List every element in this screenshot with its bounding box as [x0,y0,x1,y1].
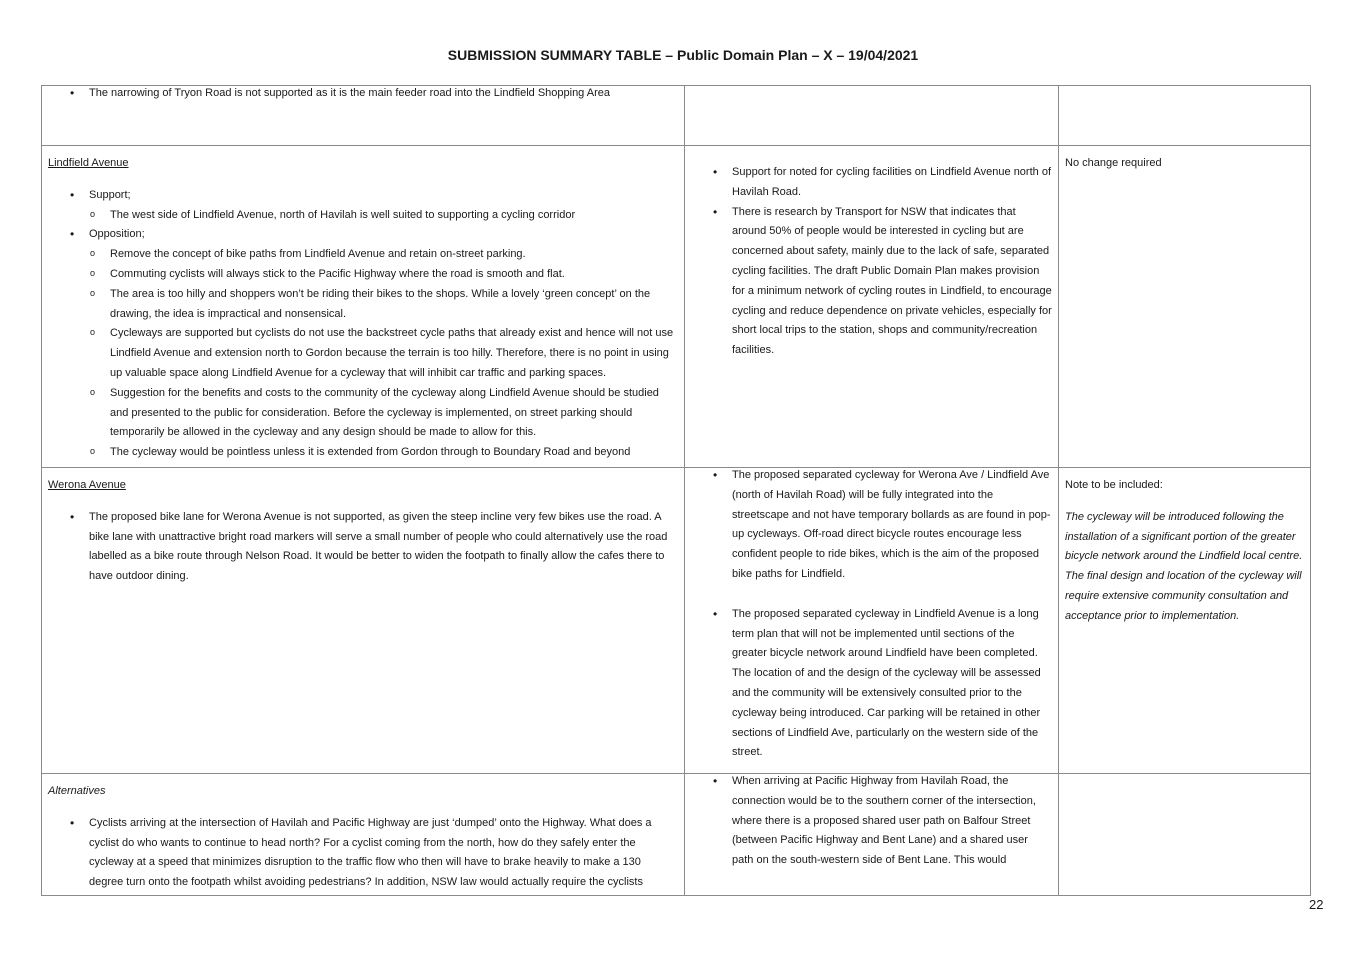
list-item: • Cyclists arriving at the intersection of Havilah and Pacific Highway are just ‘dumped’ onto the Highway. What does a cyclist do who wants to continue to head north? For a cyclist coming from the north, how do they safely enter the cycleway at a speed that minimizes disruption to the traffic flow who then will have to brake heavily to make a 130 degree turn onto the footpath whilst avoiding pedestrians? In addition, NSW law would actually require the cyclists [48,814,678,893]
outcome-text: No change required [1065,157,1162,169]
page-title: SUBMISSION SUMMARY TABLE – Public Domain Plan – X – 19/04/2021 [447,47,919,63]
sub-list-item: o Remove the concept of bike paths from Lindfield Avenue and retain on-street parking. [48,245,678,265]
response-cell [685,86,1059,145]
sub-list-item: o The area is too hilly and shoppers won’t be riding their bikes to the shops. While a lovely ‘green concept’ on the drawing, the idea is impractical and nonsensical. [48,285,678,325]
list-item: • There is research by Transport for NSW that indicates that around 50% of people would be interested in cycling but are concerned about safety, mainly due to the lack of safe, separated cycling facilities. The draft Public Domain Plan makes provision for a minimum network of cycling routes in Lindfield, to encourage cycling and reduce dependence on private vehicles, especially for short local trips to the station, shops and community/recreation facilities. [691,203,1052,361]
outcome-cell [1059,774,1310,895]
sub-list-item: o Commuting cyclists will always stick to the Pacific Highway where the road is smooth and flat. [48,265,678,285]
list-item: • The narrowing of Tryon Road is not supported as it is the main feeder road into the Lindfield Shopping Area [48,84,678,104]
table-row [42,468,1310,774]
outcome-cell [1059,86,1310,145]
section-heading: Werona Avenue [48,479,126,491]
outcome-cell [1059,146,1310,467]
sub-list-item: o Cycleways are supported but cyclists do not use the backstreet cycle paths that already exist and hence will not use Lindfield Avenue and extension north to Gordon because the terrain is too hilly. Therefore, there is no point in using up valuable space along Lindfield Avenue for a cycleway that will inhibit car traffic and parking spaces. [48,324,678,383]
list-item: • When arriving at Pacific Highway from Havilah Road, the connection would be to the southern corner of the intersection, where there is a proposed shared user path on Balfour Street (between Pacific Highway and Bent Lane) and a shared user path on the south-western side of Bent Lane. This would [691,772,1052,871]
section-heading: Alternatives [48,785,106,797]
list-item: • The proposed bike lane for Werona Avenue is not supported, as given the steep incline very few bikes use the road. A bike lane with unattractive bright road markers will serve a small number of people who could alternatively use the road labelled as a bike route through Nelson Road. It would be better to widen the footpath to finally allow the cafes there to have outdoor dining. [48,508,678,587]
list-item: • The proposed separated cycleway for Werona Ave / Lindfield Ave (north of Havilah Road) will be fully integrated into the streetscape and not have temporary bollards as are found in pop-up cycleways. Off-road direct bicycle routes encourage less confident people to ride bikes, which is the aim of the proposed bike paths for Lindfield. [691,466,1052,585]
response-cell [685,146,1059,467]
comments-cell [42,468,685,773]
sub-list-item: o The west side of Lindfield Avenue, north of Havilah is well suited to supporting a cycling corridor [48,206,678,226]
submission-table [41,85,1311,896]
table-row [42,774,1310,895]
table-row [42,86,1310,146]
comments-cell [42,146,685,467]
list-item: • Support for noted for cycling facilities on Lindfield Avenue north of Havilah Road. [691,163,1052,203]
section-heading: Lindfield Avenue [48,157,129,169]
list-item: • Opposition; [48,225,678,245]
page-number: 22 [1309,897,1324,912]
table-row [42,146,1310,468]
comments-cell [42,86,685,145]
sub-list-item: o The cycleway would be pointless unless it is extended from Gordon through to Boundary Road and beyond [48,443,678,463]
sub-list-item: o Suggestion for the benefits and costs to the community of the cycleway along Lindfield Avenue should be studied and presented to the public for consideration. Before the cycleway is implemented, on street parking should temporarily be allowed in the cycleway and any design should be made to allow for this. [48,384,678,443]
response-cell [685,774,1059,895]
outcome-cell [1059,468,1310,773]
response-cell [685,468,1059,773]
outcome-label: Note to be included: [1065,479,1163,491]
list-item: • The proposed separated cycleway in Lindfield Avenue is a long term plan that will not be implemented until sections of the greater bicycle network around Lindfield have been completed. The location of and the design of the cycleway will be assessed and the community will be extensively consulted prior to the cycleway being introduced. Car parking will be retained in other sections of Lindfield Ave, particularly on the western side of the street. [691,605,1052,763]
comments-cell [42,774,685,895]
outcome-note: The cycleway will be introduced following the installation of a significant portion of the greater bicycle network around the Lindfield local centre. The final design and location of the cycleway will require extensive community consultation and acceptance prior to implementation. [1065,510,1303,622]
list-item: • Support; [48,186,678,206]
